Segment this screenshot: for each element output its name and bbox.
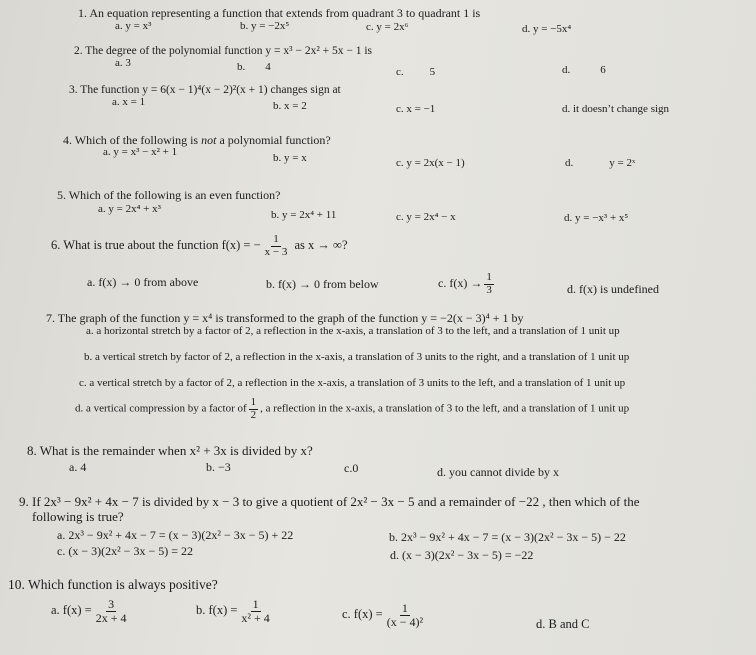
q4-option-c[interactable]: c. y = 2x(x − 1) [396, 157, 465, 169]
q1-option-c[interactable]: c. y = 2x⁶ [366, 21, 409, 33]
q3-option-a[interactable]: a. x = 1 [112, 96, 146, 108]
q2-option-c-value: 5 [429, 66, 436, 78]
q7-stem: 7. The graph of the function y = x⁴ is transformed to the graph of the function y = −2(x − 3)⁴ + 1 by [46, 311, 524, 325]
q7-option-d-denominator: 2 [250, 408, 257, 421]
q6-option-c-fraction [484, 272, 494, 296]
q2-option-c-letter: c. [396, 66, 404, 78]
q6-stem-start: 6. What is true about the function f(x) = − [51, 237, 261, 252]
q6-fraction [263, 234, 290, 258]
q6-stem-end: as x → ∞? [291, 237, 348, 252]
q6-stem [51, 234, 348, 258]
q5-option-c[interactable]: c. y = 2x⁴ − x [396, 211, 456, 223]
q6-fraction-denominator: x − 3 [264, 245, 288, 258]
q7-option-d-numerator: 1 [250, 396, 257, 408]
q9-option-a[interactable]: a. 2x³ − 9x² + 4x − 7 = (x − 3)(2x² − 3x − 5) + 22 [57, 528, 294, 542]
q8-option-c[interactable]: c.0 [344, 461, 359, 475]
q1-option-b[interactable]: b. y = −2x⁵ [240, 20, 290, 32]
q7-option-d-end: , a reflection in the x-axis, a translation of 3 to the left, and a translation of 1 unit up [260, 402, 630, 415]
q10-option-b-fraction [239, 598, 271, 624]
q4-option-d-value: y = 2ˣ [609, 157, 636, 169]
q2-option-d[interactable] [562, 64, 606, 76]
q5-option-b[interactable]: b. y = 2x⁴ + 11 [271, 209, 337, 221]
q4-stem-emphasis: not [201, 133, 217, 147]
q6-option-c-numerator: 1 [486, 271, 492, 283]
q9-option-b[interactable]: b. 2x³ − 9x² + 4x − 7 = (x − 3)(2x² − 3x − 5) − 22 [389, 530, 626, 544]
q10-option-b-text: b. f(x) = [196, 602, 238, 617]
q1-option-a[interactable]: a. y = x³ [115, 20, 152, 32]
q10-option-c[interactable] [342, 602, 427, 628]
q4-stem-start: 4. Which of the following is [63, 133, 202, 147]
q10-option-a-fraction [94, 598, 129, 624]
q8-option-d[interactable]: d. you cannot divide by x [437, 465, 559, 479]
q2-stem: 2. The degree of the polynomial function y = x³ − 2x² + 5x − 1 is [74, 45, 373, 57]
q10-option-c-text: c. f(x) = [342, 606, 383, 621]
q6-fraction-numerator: 1 [273, 233, 279, 245]
q7-option-c[interactable]: c. a vertical stretch by a factor of 2, a reflection in the x-axis, a translation of 3 units to the left, and a translation of 1 unit up [79, 377, 626, 389]
q6-option-c-denominator: 3 [486, 283, 492, 296]
q7-option-a[interactable]: a. a horizontal stretch by a factor of 2, a reflection in the x-axis, a translation of 3 to the left, and a translation of 1 unit up [86, 325, 620, 337]
q7-option-d-fraction [249, 397, 259, 421]
q10-option-a-denominator: 2x + 4 [95, 610, 127, 625]
q5-option-a[interactable]: a. y = 2x⁴ + x³ [98, 203, 161, 215]
q10-stem: 10. Which function is always positive? [8, 577, 218, 592]
q3-option-d[interactable]: d. it doesn’t change sign [562, 103, 670, 115]
q7-option-b[interactable]: b. a vertical stretch by factor of 2, a reflection in the x-axis, a translation of 3 units to the right, and a translation of 1 unit up [84, 351, 630, 363]
q2-option-b-letter: b. [237, 61, 246, 73]
q6-option-c[interactable] [438, 272, 496, 296]
q2-option-a[interactable]: a. 3 [115, 57, 131, 69]
q4-option-d[interactable] [565, 157, 635, 169]
q2-option-b-value: 4 [265, 61, 271, 73]
q10-option-c-denominator: (x − 4)² [386, 614, 424, 629]
q8-option-a[interactable]: a. 4 [69, 460, 87, 474]
q6-option-c-text: c. f(x) → [438, 275, 483, 290]
q10-option-c-fraction [385, 602, 425, 628]
q2-option-d-value: 6 [600, 64, 606, 76]
q5-stem: 5. Which of the following is an even function? [57, 188, 281, 202]
q10-option-a-numerator: 3 [108, 597, 115, 611]
q1-stem: 1. An equation representing a function that extends from quadrant 3 to quadrant 1 is [78, 6, 481, 20]
q3-option-b[interactable]: b. x = 2 [273, 100, 307, 112]
q5-option-d[interactable]: d. y = −x³ + x⁵ [564, 212, 629, 224]
q10-option-b[interactable] [196, 598, 274, 624]
q2-option-b[interactable] [237, 61, 271, 73]
q6-option-b[interactable]: b. f(x) → 0 from below [266, 277, 379, 291]
q4-stem-end: a polynomial function? [216, 133, 331, 147]
q10-option-d[interactable]: d. B and C [536, 617, 590, 631]
q4-option-b[interactable]: b. y = x [273, 152, 307, 164]
q7-option-d-start: d. a vertical compression by a factor of [75, 402, 247, 415]
q4-option-a[interactable]: a. y = x³ − x² + 1 [103, 146, 178, 158]
q10-option-b-denominator: x² + 4 [241, 610, 270, 625]
q10-option-a[interactable] [51, 598, 131, 624]
q9-option-c[interactable]: c. (x − 3)(2x² − 3x − 5) = 22 [57, 544, 193, 558]
q2-option-d-letter: d. [562, 64, 571, 76]
q9-option-d[interactable]: d. (x − 3)(2x² − 3x − 5) = −22 [390, 548, 534, 562]
q4-option-d-letter: d. [565, 157, 574, 169]
q2-option-c[interactable] [396, 66, 435, 78]
q6-option-a[interactable]: a. f(x) → 0 from above [87, 275, 199, 289]
q8-option-b[interactable]: b. −3 [206, 460, 231, 474]
q10-option-a-text: a. f(x) = [51, 602, 92, 617]
q6-option-d[interactable]: d. f(x) is undefined [567, 282, 659, 296]
q3-stem: 3. The function y = 6(x − 1)⁴(x − 2)²(x + 1) changes sign at [69, 84, 341, 96]
q9-stem-line1: 9. If 2x³ − 9x² + 4x − 7 is divided by x − 3 to give a quotient of 2x² − 3x − 5 and a remainder of −22 , then which of the [19, 494, 640, 509]
q10-option-b-numerator: 1 [252, 597, 259, 611]
q1-option-d[interactable]: d. y = −5x⁴ [522, 23, 572, 35]
q3-option-c[interactable]: c. x = −1 [396, 103, 436, 115]
q9-stem-line2: following is true? [32, 509, 124, 524]
q7-option-d[interactable] [75, 397, 629, 421]
q10-option-c-numerator: 1 [401, 601, 408, 615]
q8-stem: 8. What is the remainder when x² + 3x is divided by x? [27, 443, 313, 458]
